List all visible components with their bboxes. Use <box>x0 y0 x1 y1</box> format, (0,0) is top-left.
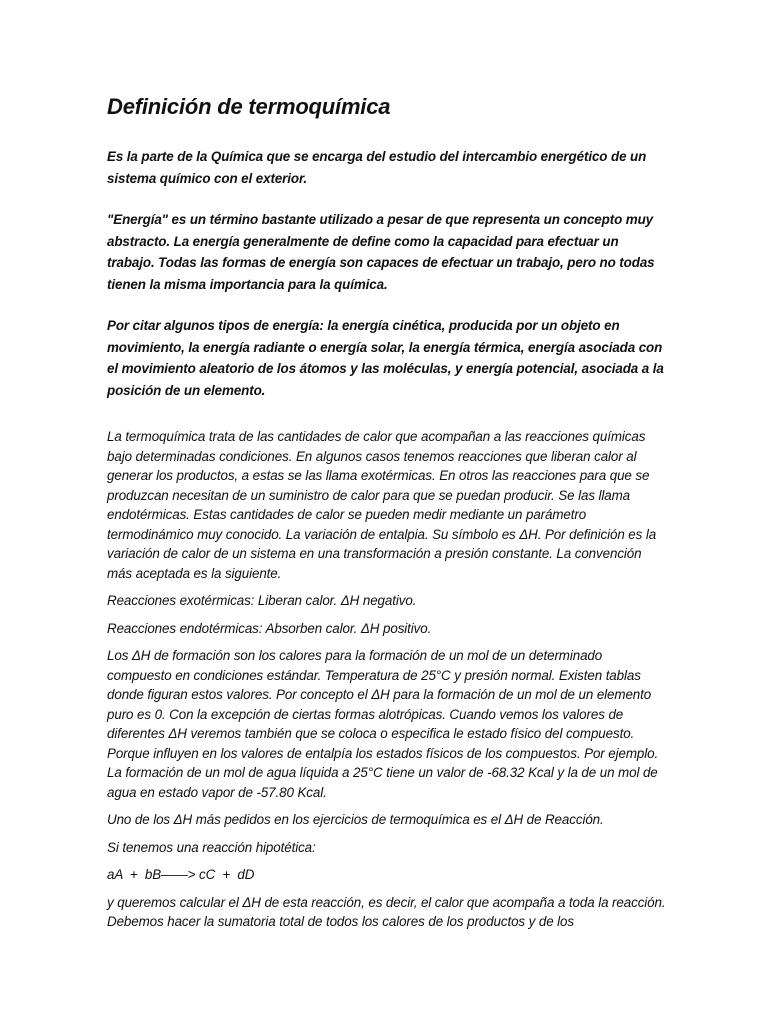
document-title: Definición de termoquímica <box>107 94 391 119</box>
body-paragraph-thermochemistry: La termoquímica trata de las cantidades de calor que acompañan a las reacciones químicas bajo determinadas condiciones. En algunos casos tenemos reacciones que liberan calor al generar los productos, a estas se las llama exotérmicas. En otros las reacciones para que se produzcan necesitan de un suministro de calor para que se puedan producir. Se las llama endotérmicas. Estas cantidades de calor se pueden medir mediante un parámetro termodinámico muy conocido. La variación de entalpia. Su símbolo es ΔH. Por definición es la variación de calor de un sistema en una transformación a presión constante. La convención más aceptada es la siguiente. <box>107 429 657 581</box>
document-page <box>107 92 667 940</box>
body-paragraph-formation-enthalpy: Los ΔH de formación son los calores para la formación de un mol de un determinado compuesto en condiciones estándar. Temperatura de 25°C y presión normal. Existen tablas donde figuran estos valores. Por concepto el ΔH para la formación de un mol de un elemento puro es 0. Con la excepción de ciertas formas alotrópicas. Cuando vemos los valores de diferentes ΔH veremos también que se coloca o especifica le estado físico del compuesto. Porque influyen en los valores de entalpía los estados físicos de los compuestos. Por ejemplo. La formación de un mol de agua líquida a 25°C tiene un valor de -68.32 Kcal y la de un mol de agua en estado vapor de -57.80 Kcal. <box>107 648 659 800</box>
body-paragraph-endothermic: Reacciones endotérmicas: Absorben calor. ΔH positivo. <box>107 620 432 636</box>
body-paragraph-calculation: y queremos calcular el ΔH de esta reacción, es decir, el calor que acompaña a toda la reacción. Debemos hacer la sumatoria total de todos los calores de los productos y de los <box>107 894 666 929</box>
intro-paragraph-definition: Es la parte de la Química que se encarga del estudio del intercambio energético de un sistema químico con el exterior. <box>107 149 647 186</box>
body-paragraph-reaction-enthalpy: Uno de los ΔH más pedidos en los ejercicios de termoquímica es el ΔH de Reacción. <box>107 812 604 827</box>
intro-paragraph-energy: "Energía" es un término bastante utilizado a pesar de que representa un concepto muy abstracto. La energía generalmente de define como la capacidad para efectuar un trabajo. Todas las formas de energía son capaces de efectuar un trabajo, pero no todas tienen la misma importancia para la química. <box>107 212 655 292</box>
intro-paragraph-energy-types: Por citar algunos tipos de energía: la energía cinética, producida por un objeto en movimiento, la energía radiante o energía solar, la energía térmica, energía asociada con el movimiento aleatorio de los átomos y las moléculas, y energía potencial, asociada a la posición de un elemento. <box>107 318 664 398</box>
body-paragraph-hypothetical: Si tenemos una reacción hipotética: <box>107 839 316 855</box>
body-paragraph-equation: aA + bB——> cC + dD <box>107 867 255 882</box>
body-paragraph-exothermic: Reacciones exotérmicas: Liberan calor. ΔH negativo. <box>107 593 417 608</box>
